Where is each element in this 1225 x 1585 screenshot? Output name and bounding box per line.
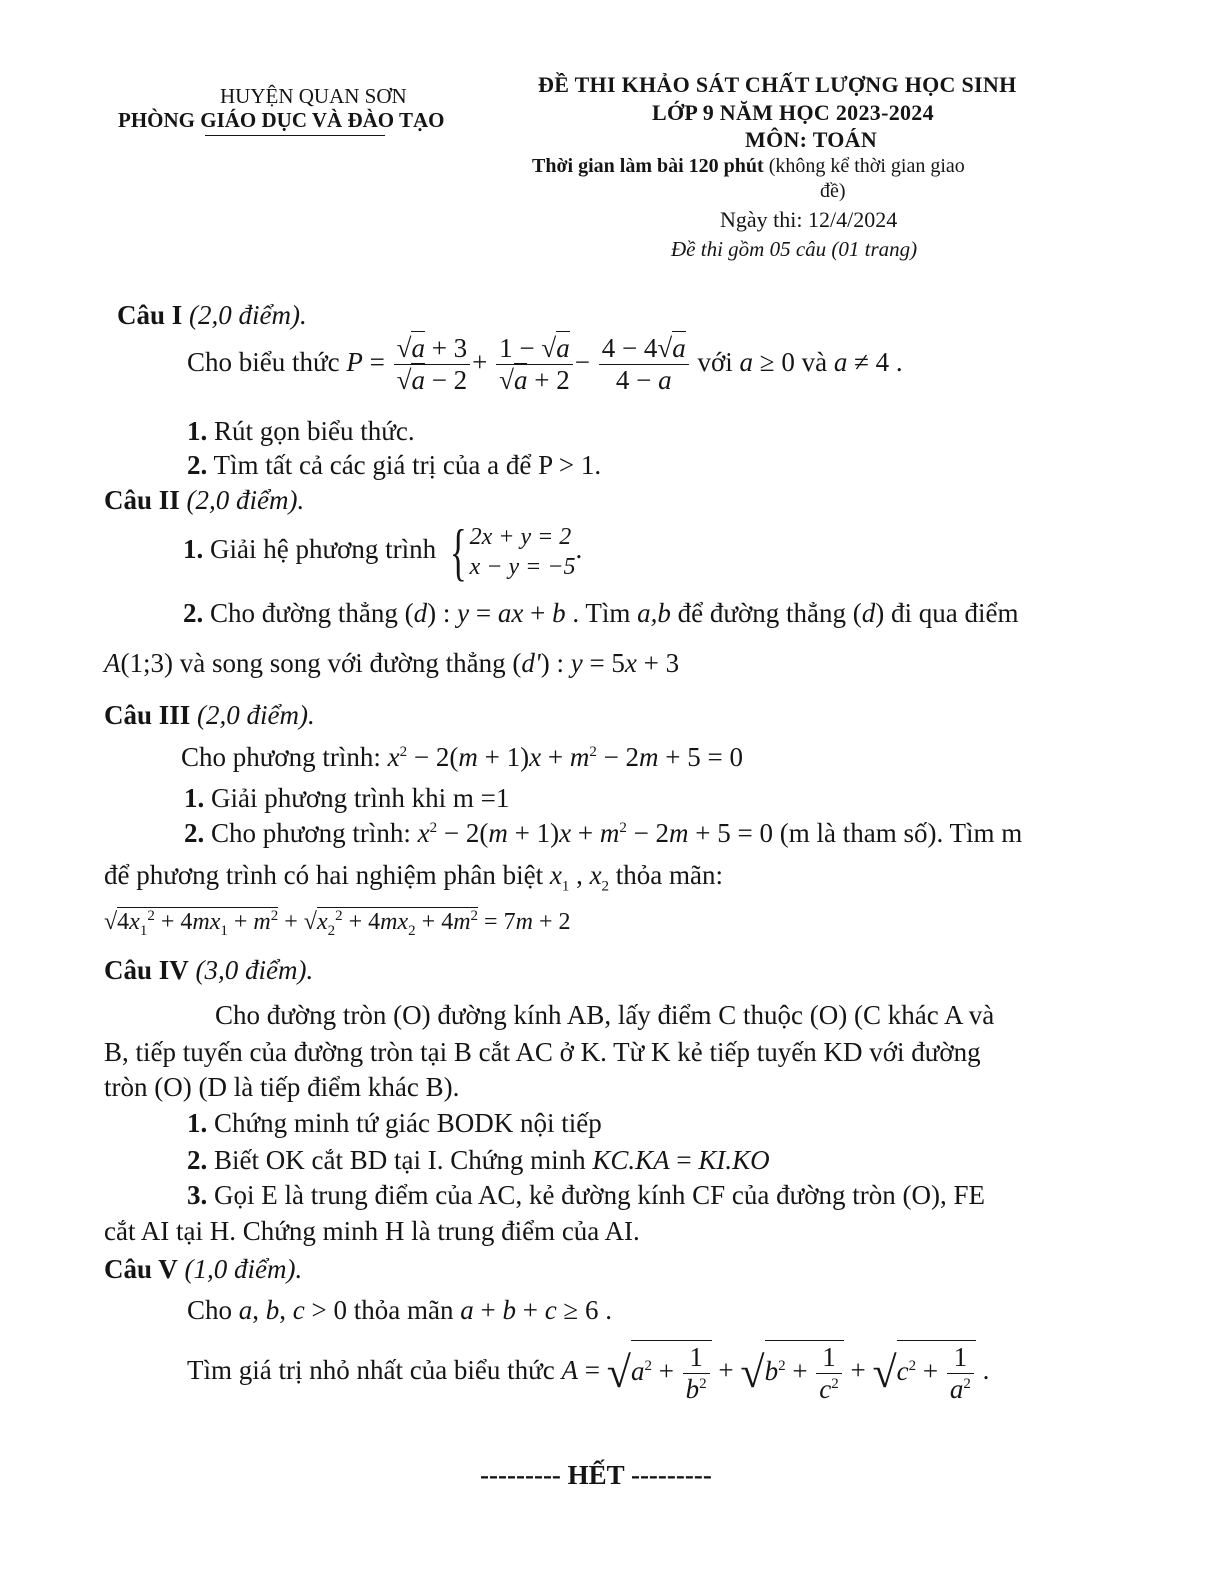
- q5-expression-line: Tìm giá trị nhỏ nhất của biểu thức $A = √a^2$ + $\frac{1}{b^2}$ + $√b^2$ + $\frac{1}{c^2}$ + $√c^2$ + $\frac{1}{a^2}$ .: [187, 1342, 990, 1405]
- q4-heading: Câu IV (3,0 điểm).: [104, 955, 314, 985]
- q3-part2-line2: để phương trình có hai nghiệm phân biệt $x_1$ , $x_2$ thỏa mãn:: [104, 860, 724, 895]
- q1-part1: 1. Rút gọn biểu thức.: [187, 416, 415, 446]
- q4-part3-line1: 3. Gọi E là trung điểm của AC, kẻ đường kính CF của đường tròn (O), FE: [187, 1180, 985, 1210]
- header-underline: [205, 135, 385, 136]
- q2-part2-line1: 2. Cho đường thẳng (d) : y = ax + b . Tìm a,b để đường thẳng (d) đi qua điểm: [183, 598, 1019, 628]
- exam-duration-cont: đề): [820, 180, 846, 202]
- q5-heading: Câu V (1,0 điểm).: [104, 1254, 303, 1284]
- district-name: HUYỆN QUAN SƠN: [220, 84, 407, 108]
- exam-grade-year: LỚP 9 NĂM HỌC 2023-2024: [652, 100, 934, 125]
- department-name: PHÒNG GIÁO DỤC VÀ ĐÀO TẠO: [118, 108, 445, 132]
- q3-equation: Cho phương trình: $x^2 - 2(m + 1)x + m^2 - 2m + 5 = 0$: [181, 742, 744, 772]
- q2-part2-line2: A(1;3) và song song với đường thẳng (d') : y = 5x + 3: [104, 648, 680, 678]
- q1-heading: Câu I (2,0 điểm).: [117, 300, 307, 330]
- exam-duration: Thời gian làm bài 120 phút (không kể thời gian giao: [532, 155, 965, 177]
- q4-text-line2: B, tiếp tuyến của đường tròn tại B cắt AC ở K. Từ K kẻ tiếp tuyến KD với đường: [104, 1037, 981, 1067]
- q5-condition: Cho a, b, c > 0 thỏa mãn a + b + c ≥ 6 .: [187, 1295, 612, 1325]
- exam-title: ĐỀ THI KHẢO SÁT CHẤT LƯỢNG HỌC SINH: [538, 72, 1017, 97]
- q3-part1: 1. Giải phương trình khi m =1: [184, 783, 510, 813]
- q4-part3-line2: cắt AI tại H. Chứng minh H là trung điểm của AI.: [104, 1216, 640, 1246]
- exam-subject: MÔN: TOÁN: [745, 127, 878, 152]
- q3-part2-line1: 2. Cho phương trình: $x^2 - 2(m + 1)x + m^2 - 2m + 5 = 0$ (m là tham số). Tìm m: [184, 818, 1023, 848]
- q3-heading: Câu III (2,0 điểm).: [104, 700, 315, 730]
- q3-condition: $√4x_1^2 + 4mx_1 + m^2 + √x_2^2 + 4mx_2 + 4m^2 = 7m + 2$: [104, 908, 571, 939]
- q1-part2: 2. Tìm tất cả các giá trị của a để P > 1.: [187, 450, 602, 480]
- end-marker: --------- HẾT ---------: [480, 1460, 712, 1490]
- exam-date: Ngày thi: 12/4/2024: [720, 207, 898, 232]
- q4-text-line3: tròn (O) (D là tiếp điểm khác B).: [104, 1072, 460, 1102]
- exam-page-count: Đề thi gồm 05 câu (01 trang): [671, 237, 918, 261]
- q1-expression-line: Cho biểu thức P = $\frac{√a + 3}{√a - 2}$ + $\frac{1 - √a}{√a + 2}$ − $\frac{4 - 4√a}{4 - a}$ với a ≥ 0 và a ≠ 4 .: [187, 333, 903, 396]
- q2-part1: 1. Giải hệ phương trình { 2x + y = 2 x − y = −5 .: [183, 516, 583, 587]
- q2-heading: Câu II (2,0 điểm).: [104, 485, 305, 515]
- q4-part2: 2. Biết OK cắt BD tại I. Chứng minh KC.KA = KI.KO: [187, 1145, 770, 1175]
- q4-part1: 1. Chứng minh tứ giác BODK nội tiếp: [187, 1108, 602, 1138]
- q4-text-line1: Cho đường tròn (O) đường kính AB, lấy điểm C thuộc (O) (C khác A và: [215, 1000, 995, 1030]
